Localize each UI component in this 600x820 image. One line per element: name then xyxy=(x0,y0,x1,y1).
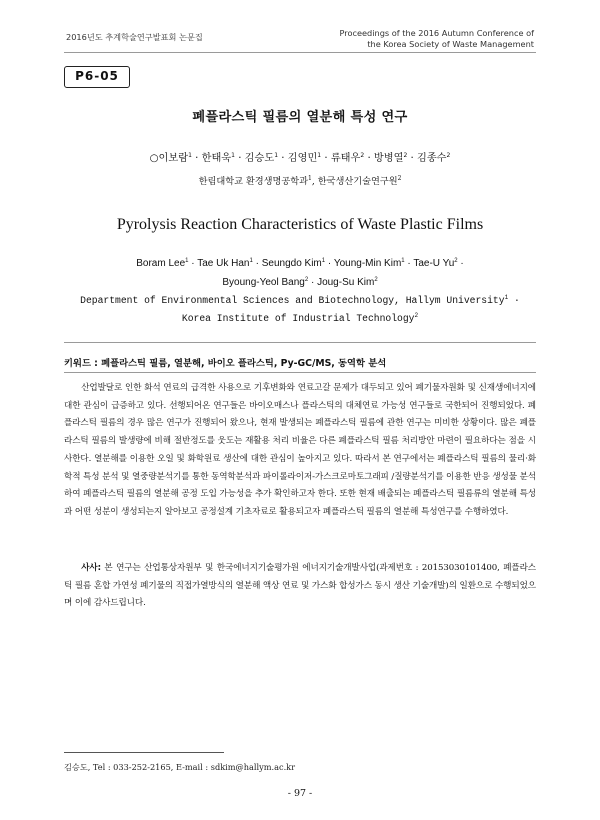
keywords-rule-top xyxy=(64,342,536,343)
english-author-sup: 2 xyxy=(304,277,309,283)
korean-author-sup: 2 xyxy=(446,152,451,159)
korean-author-sup: 1 xyxy=(231,152,235,159)
acknowledgement xyxy=(64,560,536,613)
english-authors-line1 xyxy=(64,258,536,269)
english-authors-line2 xyxy=(64,277,536,288)
english-author-name: Byoung-Yeol Bang xyxy=(222,277,305,288)
english-affiliation-1-sup: 1 xyxy=(504,294,509,301)
korean-author-sup: 2 xyxy=(403,152,408,159)
page-number: - 97 - xyxy=(287,788,313,799)
korean-author-name: 류태우 xyxy=(330,153,361,164)
korean-author-sup: 1 xyxy=(274,152,279,159)
english-affiliation-line1 xyxy=(64,295,536,306)
english-affiliation-2: Korea Institute of Industrial Technology xyxy=(181,313,415,324)
running-header-right-line2: the Korea Society of Waste Management xyxy=(367,39,534,49)
english-affiliation-1: Department of Environmental Sciences and Biotechnology, Hallym University xyxy=(80,295,505,306)
korean-author-separator: · xyxy=(407,153,417,164)
korean-author-name: 김종수 xyxy=(417,153,447,164)
korean-author-name: ○이보람 xyxy=(149,153,189,164)
running-header-right-line1: Proceedings of the 2016 Autumn Conference of xyxy=(339,28,534,38)
korean-affiliation-1-sup: 1 xyxy=(308,175,312,182)
keywords-rule-bottom xyxy=(64,372,536,373)
korean-author-sup: 1 xyxy=(317,152,322,159)
english-title: Pyrolysis Reaction Characteristics of Waste Plastic Films xyxy=(116,216,484,233)
english-author-sup: 1 xyxy=(401,258,405,264)
english-author-separator: · xyxy=(404,258,414,269)
english-author-separator: · xyxy=(457,258,464,269)
korean-author-sup: 1 xyxy=(188,152,192,159)
english-affiliation-1-tail: · xyxy=(508,295,520,306)
english-author-sup: 1 xyxy=(249,258,253,264)
korean-affiliation-sep: , xyxy=(311,176,318,187)
english-author-sup: 2 xyxy=(374,277,378,283)
paper-code-badge: P6-05 xyxy=(64,66,130,88)
korean-author-separator: · xyxy=(191,153,202,164)
korean-author-name: 김영민 xyxy=(287,153,318,164)
acknowledgement-text: 본 연구는 산업통상자원부 및 한국에너지기술평가원 에너지기술개발사업(과제번호 : 20153030101400, 폐플라스틱 필름 혼합 가연성 폐기물의 직접가열방식의 열분해 액상 연료 및 가스화 합성가스 동시 생산 기술개발)의 일환으로 수행되었으며 이에 감사드립니다. xyxy=(64,563,536,609)
english-author-separator: · xyxy=(308,277,318,288)
english-author-separator: · xyxy=(188,258,198,269)
korean-author-separator: · xyxy=(364,153,374,164)
korean-author-name: 한태욱 xyxy=(201,153,232,164)
korean-author-separator: · xyxy=(321,153,331,164)
english-author-name: Boram Lee xyxy=(136,258,186,269)
korean-author-separator: · xyxy=(234,153,245,164)
english-author-sup: 2 xyxy=(454,258,458,264)
corresponding-author-footnote: 김승도, Tel : 033-252-2165, E-mail : sdkim@hallym.ac.kr xyxy=(64,762,296,772)
korean-affiliation-2: 한국생산기술연구원 xyxy=(317,176,398,187)
korean-affiliation xyxy=(64,173,536,187)
korean-affiliation-1: 한림대학교 환경생명공학과 xyxy=(198,176,309,187)
english-author-name: Tae Uk Han xyxy=(197,258,250,269)
english-affiliation-line2 xyxy=(64,313,536,324)
header-rule xyxy=(64,52,536,53)
running-header-right xyxy=(339,28,534,50)
korean-author-name: 김승도 xyxy=(244,153,275,164)
running-header-left: 2016년도 추계학술연구발표회 논문집 xyxy=(66,32,203,42)
english-author-separator: · xyxy=(252,258,262,269)
english-author-name: Seungdo Kim xyxy=(261,258,322,269)
english-author-sup: 1 xyxy=(321,258,326,264)
korean-author-sup: 2 xyxy=(360,152,365,159)
korean-author-name: 방병열 xyxy=(373,153,404,164)
english-affiliation-2-sup: 2 xyxy=(414,312,419,319)
korean-authors xyxy=(64,149,536,164)
footnote-rule xyxy=(64,752,224,753)
korean-title: 폐플라스틱 필름의 열분해 특성 연구 xyxy=(192,110,408,125)
english-author-sup: 1 xyxy=(185,258,189,264)
abstract-body: 산업발달로 인한 화석 연료의 급격한 사용으로 기후변화와 연료고갈 문제가 대두되고 있어 폐기물자원화 및 신재생에너지에 대한 관심이 급증하고 있다. 선행되어온 연구들은 바이오매스나 플라스틱의 대체연료 가능성 연구들로 국한되어 진행되었다. 폐플라스틱 필름의 경우 많은 연구가 진행되어 왔으나, 현재 발생되는 폐플라스틱 필름에 관한 연구는 미비한 상황이다. 많은 폐플라스틱 필름의 발생량에 비해 절반정도를 웃도는 재활용 처리 비율은 다른 폐플라스틱 필름 처리방안 마련이 필요하다는 점을 시사한다. 열분해를 이용한 오일 및 화학원료 생산에 대한 관심이 높아지고 있다. 따라서 본 연구에서는 폐플라스틱 필름의 물리·화학적 특성 분석 및 열중량분석기를 통한 동역학분석과 파이롤라이저-가스크로마토그래피 /질량분석기를 이용한 반응 생성물 분석하여 폐플라스틱 필름의 열분해 공정 도입 가능성을 추가 확인하고자 한다. 또한 현재 배출되는 폐플라스틱 필름류의 열분해 특성과 어떤 성분이 생성되는지 알아보고 공정설계 기초자료로 활용되고자 폐플라스틱 필름의 열분해 특성연구를 수행하였다. xyxy=(64,383,536,517)
korean-author-separator: · xyxy=(278,153,288,164)
english-author-name: Tae-U Yu xyxy=(413,258,455,269)
english-author-name: Young-Min Kim xyxy=(333,258,402,269)
korean-affiliation-2-sup: 2 xyxy=(397,175,402,182)
english-author-name: Joug-Su Kim xyxy=(317,277,375,288)
keywords: 키워드 : 폐플라스틱 필름, 열분해, 바이오 플라스틱, Py-GC/MS, 동역학 분석 xyxy=(64,358,387,369)
acknowledgement-label: 사사: xyxy=(81,563,101,573)
english-author-separator: · xyxy=(325,258,334,269)
